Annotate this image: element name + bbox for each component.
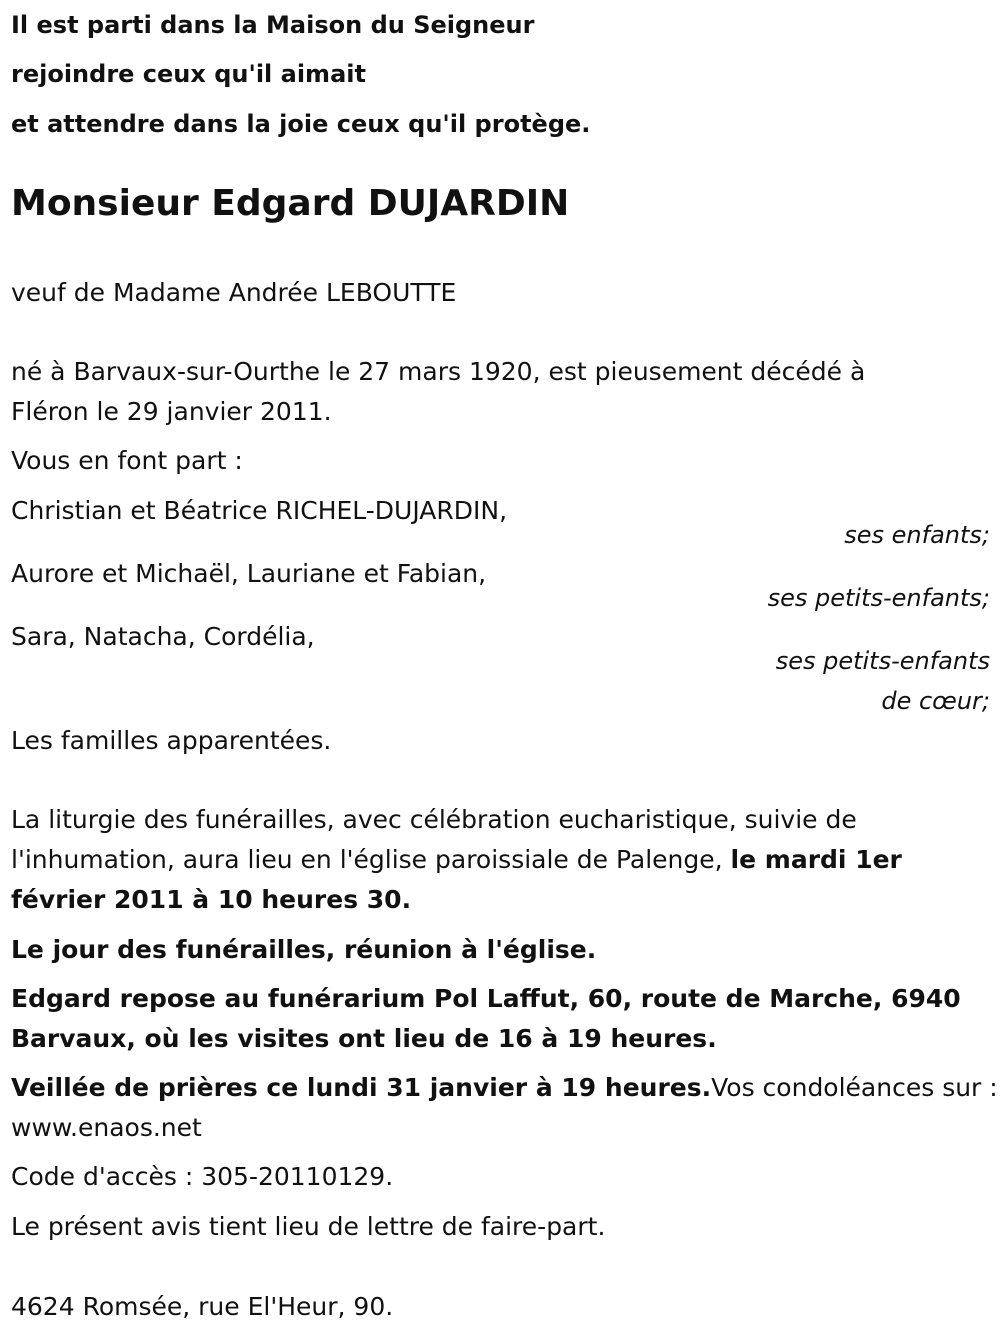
website-link[interactable]: www.enaos.net bbox=[11, 1113, 202, 1142]
family-heart-grandchildren-relation-2: de cœur; bbox=[881, 687, 990, 715]
birth-death-line-1: né à Barvaux-sur-Ourthe le 27 mars 1920, est pieusement décédé à bbox=[11, 357, 866, 386]
family-children-names: Christian et Béatrice RICHEL-DUJARDIN, bbox=[11, 496, 508, 525]
intro-line-1: Il est parti dans la Maison du Seigneur bbox=[11, 11, 535, 39]
intro-line-3: et attendre dans la joie ceux qu'il protège. bbox=[11, 110, 591, 138]
spouse-line: veuf de Madame Andrée LEBOUTTE bbox=[11, 278, 457, 307]
announce-line: Vous en font part : bbox=[11, 446, 243, 475]
intro-line-2: rejoindre ceux qu'il aimait bbox=[11, 60, 366, 88]
condolences-text: Vos condoléances sur : bbox=[711, 1073, 998, 1102]
liturgy-date-start: le mardi 1er bbox=[730, 845, 902, 874]
liturgy-line-2 bbox=[11, 845, 902, 875]
notice-line: Le présent avis tient lieu de lettre de faire-part. bbox=[11, 1212, 606, 1241]
family-heart-grandchildren-relation-1: ses petits-enfants bbox=[775, 647, 990, 675]
vigil-text: Veillée de prières ce lundi 31 janvier à 19 heures. bbox=[11, 1073, 712, 1102]
family-grandchildren-relation: ses petits-enfants; bbox=[767, 584, 990, 612]
family-heart-grandchildren-names: Sara, Natacha, Cordélia, bbox=[11, 622, 315, 651]
family-children-relation: ses enfants; bbox=[844, 521, 990, 549]
address-line: 4624 Romsée, rue El'Heur, 90. bbox=[11, 1292, 394, 1321]
funerarium-line-2: Barvaux, où les visites ont lieu de 16 à 19 heures. bbox=[11, 1024, 717, 1053]
vigil-line bbox=[11, 1073, 998, 1103]
birth-death-line-2: Fléron le 29 janvier 2011. bbox=[11, 397, 332, 426]
access-code-line: Code d'accès : 305-20110129. bbox=[11, 1162, 394, 1191]
funerarium-line-1: Edgard repose au funérarium Pol Laffut, 60, route de Marche, 6940 bbox=[11, 984, 961, 1013]
liturgy-date-end: février 2011 à 10 heures 30. bbox=[11, 885, 412, 914]
deceased-name: Monsieur Edgard DUJARDIN bbox=[11, 183, 570, 224]
families-related-line: Les familles apparentées. bbox=[11, 726, 332, 755]
family-grandchildren-names: Aurore et Michaël, Lauriane et Fabian, bbox=[11, 559, 487, 588]
liturgy-line-2-text: l'inhumation, aura lieu en l'église paroissiale de Palenge, bbox=[11, 845, 731, 874]
liturgy-line-1: La liturgie des funérailles, avec célébration eucharistique, suivie de bbox=[11, 805, 857, 834]
meeting-line: Le jour des funérailles, réunion à l'église. bbox=[11, 935, 597, 964]
